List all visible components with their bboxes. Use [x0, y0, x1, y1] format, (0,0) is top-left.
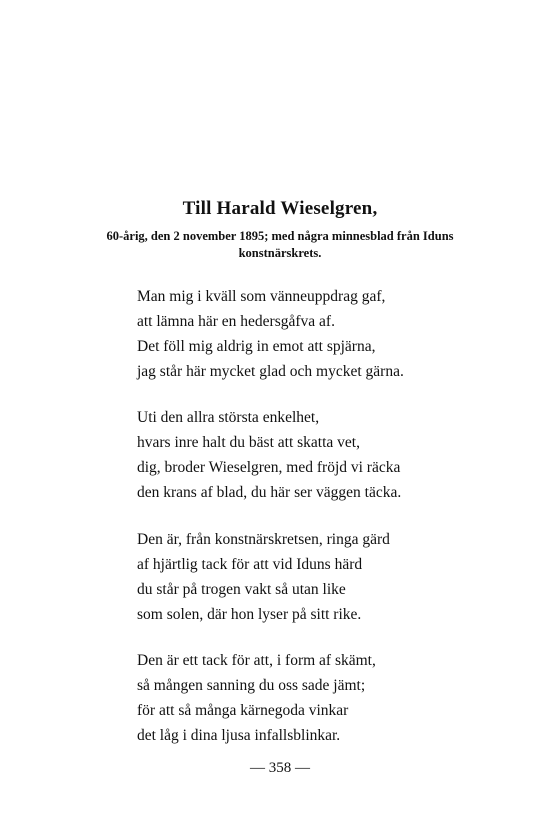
verse-line: af hjärtlig tack för att vid Iduns härd	[137, 556, 363, 573]
verse-line: Man mig i kväll som vänneuppdrag gaf,	[137, 288, 386, 305]
page-number: — 358 —	[250, 760, 310, 776]
poem-subtitle	[0, 228, 560, 262]
verse-line: så mången sanning du oss sade jämt;	[137, 677, 366, 694]
verse-line: hvars inre halt du bäst att skatta vet,	[137, 434, 360, 451]
verse-line: jag står här mycket glad och mycket gärna.	[137, 363, 404, 380]
verse-line: den krans af blad, du här ser väggen täcka.	[137, 484, 402, 501]
stanza-1	[137, 284, 537, 384]
verse-line: för att så många kärnegoda vinkar	[137, 702, 349, 719]
verse-line: Den är ett tack för att, i form af skämt,	[137, 652, 376, 669]
verse-line: Det föll mig aldrig in emot att spjärna,	[137, 338, 376, 355]
poem-title: Till Harald Wieselgren,	[182, 198, 378, 219]
verse-line: Uti den allra största enkelhet,	[137, 409, 320, 426]
verse-line: dig, broder Wieselgren, med fröjd vi räcka	[137, 459, 401, 476]
verse-line: Den är, från konstnärskretsen, ringa gärd	[137, 531, 390, 548]
verse-line: som solen, där hon lyser på sitt rike.	[137, 606, 362, 623]
stanza-2	[137, 405, 537, 505]
verse-line: det låg i dina ljusa infallsblinkar.	[137, 727, 341, 744]
subtitle-line: konstnärskrets.	[238, 246, 322, 260]
subtitle-line: 60-årig, den 2 november 1895; med några minnesblad från Iduns	[106, 229, 454, 243]
verse-line: att lämna här en hedersgåfva af.	[137, 313, 335, 330]
stanza-4	[137, 648, 537, 748]
verse-line: du står på trogen vakt så utan like	[137, 581, 346, 598]
stanza-3	[137, 527, 537, 627]
